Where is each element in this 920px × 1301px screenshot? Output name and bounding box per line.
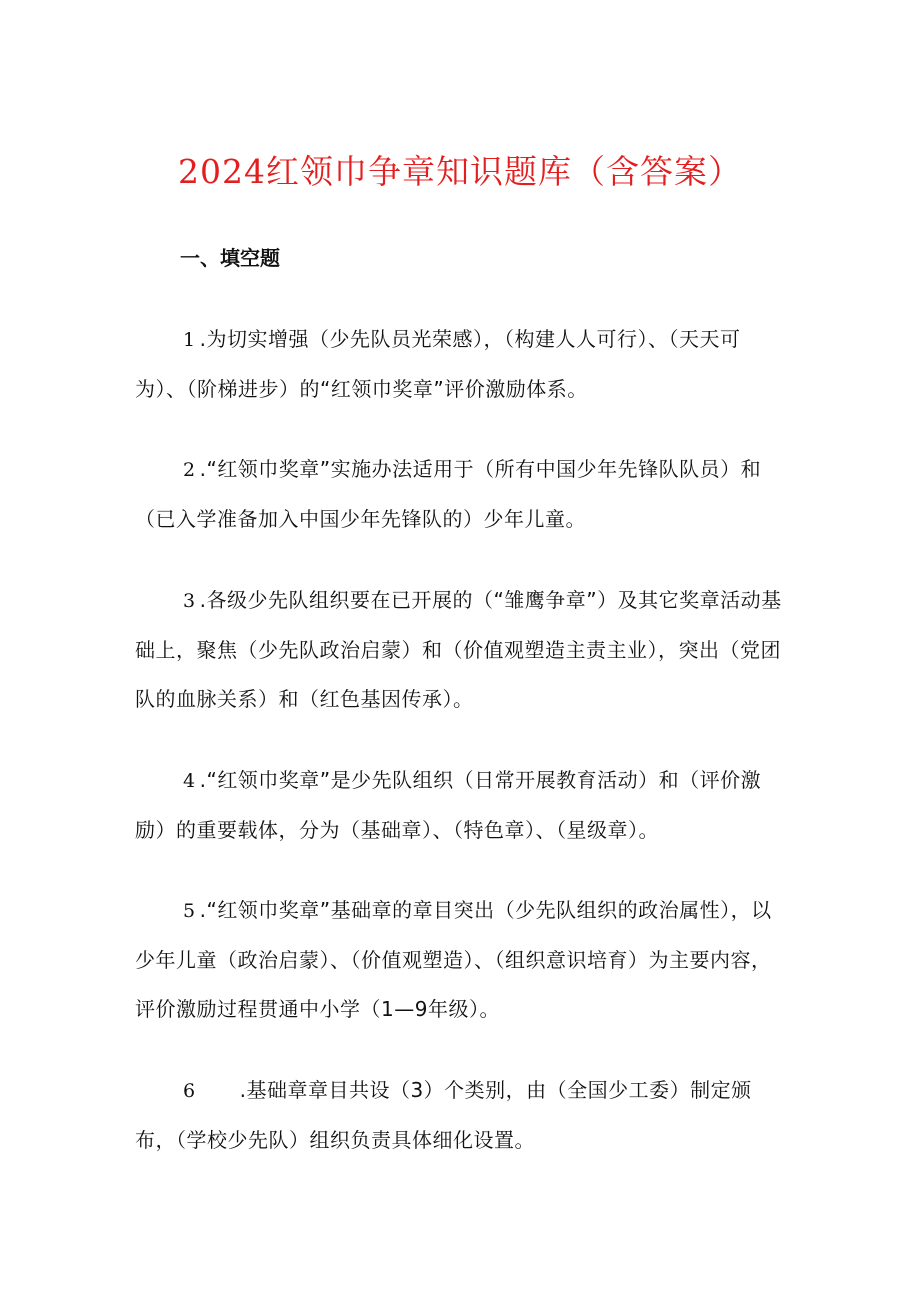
question-4 bbox=[135, 756, 790, 855]
question-6-number: 6 bbox=[183, 1080, 196, 1102]
question-5-number: 5 bbox=[183, 900, 196, 922]
question-5 bbox=[135, 886, 790, 1034]
question-6-text: .基础章章目共设（3）个类别，由（全国少工委）制定颁布，（学校少先队）组织负责具体细化设置。 bbox=[135, 1078, 752, 1152]
question-4-number: 4 bbox=[183, 770, 196, 792]
question-2 bbox=[135, 445, 790, 544]
question-3-number: 3 bbox=[183, 590, 196, 612]
question-1 bbox=[135, 315, 790, 414]
question-3-text: .各级少先队组织要在已开展的（“雏鹰争章”）及其它奖章活动基础上，聚焦（少先队政治启蒙）和（价值观塑造主责主业），突出（党团队的血脉关系）和（红色基因传承）。 bbox=[135, 588, 782, 711]
question-1-number: 1 bbox=[183, 329, 196, 351]
section-heading-fill-in-blank: 一、填空题 bbox=[180, 246, 280, 270]
question-6 bbox=[135, 1066, 790, 1165]
question-2-number: 2 bbox=[183, 459, 196, 481]
question-4-text: .“红领巾奖章”是少先队组织（日常开展教育活动）和（评价激励）的重要载体，分为（基础章）、（特色章）、（星级章）。 bbox=[135, 768, 762, 842]
question-3 bbox=[135, 576, 790, 724]
question-1-text: .为切实增强（少先队员光荣感），（构建人人可行）、（天天可为）、（阶梯进步）的“红领巾奖章”评价激励体系。 bbox=[135, 327, 741, 401]
question-2-text: .“红领巾奖章”实施办法适用于（所有中国少年先锋队队员）和（已入学准备加入中国少年先锋队的）少年儿童。 bbox=[135, 457, 762, 531]
question-5-text: .“红领巾奖章”基础章的章目突出（少先队组织的政治属性），以少年儿童（政治启蒙）、（价值观塑造）、（组织意识培育）为主要内容，评价激励过程贯通中小学（1—9年级）。 bbox=[135, 898, 772, 1021]
document-title: 2024红领巾争章知识题库（含答案） bbox=[178, 152, 742, 191]
